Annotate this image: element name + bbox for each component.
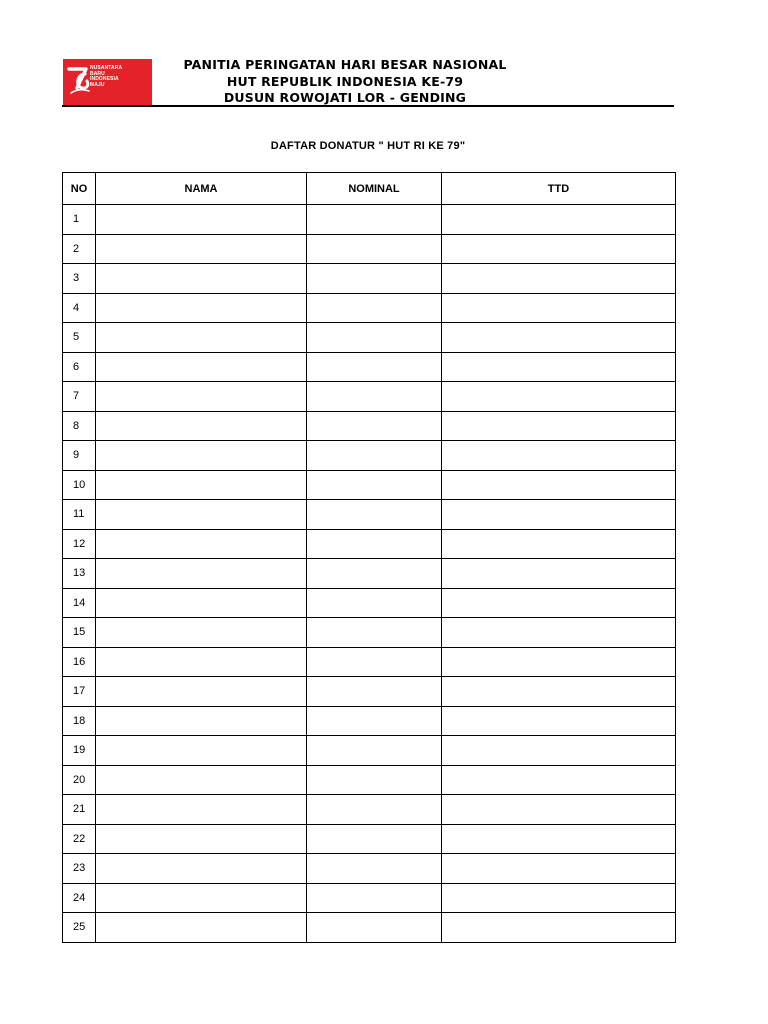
cell-no: 19 [63,736,96,766]
table-header-row [63,173,676,205]
cell-nama [96,500,307,530]
cell-nama [96,913,307,943]
cell-ttd [442,588,676,618]
table-row [63,677,676,707]
cell-ttd [442,559,676,589]
cell-no: 9 [63,441,96,471]
cell-nama [96,323,307,353]
cell-ttd [442,677,676,707]
cell-no: 20 [63,765,96,795]
cell-no: 5 [63,323,96,353]
cell-ttd [442,441,676,471]
cell-nama [96,824,307,854]
cell-nama [96,647,307,677]
cell-nominal [307,529,442,559]
cell-no: 8 [63,411,96,441]
cell-no: 13 [63,559,96,589]
cell-nominal [307,913,442,943]
table-row [63,883,676,913]
table-row [63,647,676,677]
cell-nama [96,529,307,559]
cell-nominal [307,765,442,795]
table-row [63,441,676,471]
table-row [63,913,676,943]
table-row [63,559,676,589]
letterhead-line-1: PANITIA PERINGATAN HARI BESAR NASIONAL [183,57,507,72]
cell-ttd [442,293,676,323]
cell-nominal [307,500,442,530]
cell-no: 12 [63,529,96,559]
table-row [63,500,676,530]
cell-nominal [307,293,442,323]
cell-nama [96,883,307,913]
column-header-ttd: TTD [442,173,676,205]
cell-ttd [442,205,676,235]
cell-ttd [442,234,676,264]
cell-nama [96,470,307,500]
cell-nominal [307,264,442,294]
cell-ttd [442,618,676,648]
table-row [63,205,676,235]
cell-no: 4 [63,293,96,323]
cell-nama [96,382,307,412]
table-row [63,382,676,412]
cell-ttd [442,706,676,736]
cell-nama [96,205,307,235]
cell-nominal [307,441,442,471]
cell-no: 10 [63,470,96,500]
cell-nominal [307,706,442,736]
cell-no: 16 [63,647,96,677]
logo-line: BARU [90,70,105,77]
cell-no: 15 [63,618,96,648]
cell-nominal [307,883,442,913]
logo-line: NUSANTARA [90,65,123,71]
cell-ttd [442,323,676,353]
table-row [63,824,676,854]
letterhead-line-2: HUT REPUBLIK INDONESIA KE-79 [226,73,464,89]
table-row [63,323,676,353]
cell-nama [96,677,307,707]
letterhead-divider [62,105,674,107]
cell-no: 14 [63,588,96,618]
cell-nama [96,795,307,825]
cell-ttd [442,765,676,795]
letterhead [150,57,540,107]
cell-ttd [442,736,676,766]
cell-ttd [442,264,676,294]
cell-no: 18 [63,706,96,736]
cell-nama [96,854,307,884]
cell-nama [96,234,307,264]
cell-ttd [442,913,676,943]
cell-no: 6 [63,352,96,382]
cell-nominal [307,234,442,264]
cell-no: 21 [63,795,96,825]
cell-nama [96,765,307,795]
column-header-nama: NAMA [96,173,307,205]
cell-nama [96,618,307,648]
cell-ttd [442,824,676,854]
cell-nominal [307,588,442,618]
cell-nominal [307,411,442,441]
column-header-nominal: NOMINAL [307,173,442,205]
cell-ttd [442,529,676,559]
table-row [63,618,676,648]
cell-no: 23 [63,854,96,884]
table-row [63,529,676,559]
cell-ttd [442,795,676,825]
cell-no: 25 [63,913,96,943]
cell-nama [96,559,307,589]
cell-no: 7 [63,382,96,412]
cell-nama [96,706,307,736]
logo-line: INDONESIA [90,76,119,83]
cell-nominal [307,795,442,825]
table-row [63,293,676,323]
cell-nominal [307,736,442,766]
table-row [63,765,676,795]
cell-nominal [307,824,442,854]
document-title: DAFTAR DONATUR " HUT RI KE 79" [270,140,466,152]
cell-nama [96,293,307,323]
cell-nominal [307,470,442,500]
logo-line: MAJU [90,81,105,88]
table-row [63,736,676,766]
table-row [63,352,676,382]
cell-nama [96,588,307,618]
cell-nama [96,411,307,441]
logo-tagline [90,66,122,88]
cell-ttd [442,647,676,677]
cell-no: 11 [63,500,96,530]
cell-nama [96,352,307,382]
cell-ttd [442,411,676,441]
cell-nominal [307,854,442,884]
table-row [63,470,676,500]
cell-nominal [307,382,442,412]
cell-nominal [307,618,442,648]
table-row [63,854,676,884]
cell-ttd [442,883,676,913]
cell-no: 2 [63,234,96,264]
cell-ttd [442,470,676,500]
cell-no: 24 [63,883,96,913]
hut-ri-79-logo [63,59,152,105]
table-row [63,706,676,736]
letterhead-line-3: DUSUN ROWOJATI LOR - GENDING [223,90,467,105]
table-row [63,795,676,825]
cell-nominal [307,205,442,235]
cell-ttd [442,854,676,884]
table-row [63,411,676,441]
cell-nominal [307,323,442,353]
table-row [63,234,676,264]
cell-ttd [442,382,676,412]
cell-nominal [307,677,442,707]
column-header-no: NO [63,173,96,205]
cell-nominal [307,647,442,677]
cell-no: 1 [63,205,96,235]
cell-no: 17 [63,677,96,707]
cell-no: 22 [63,824,96,854]
table-row [63,588,676,618]
cell-ttd [442,352,676,382]
donor-rows [63,205,676,943]
table-row [63,264,676,294]
cell-nominal [307,352,442,382]
donor-table [62,172,676,943]
cell-nama [96,264,307,294]
cell-no: 3 [63,264,96,294]
cell-nama [96,736,307,766]
cell-nominal [307,559,442,589]
cell-ttd [442,500,676,530]
cell-nama [96,441,307,471]
